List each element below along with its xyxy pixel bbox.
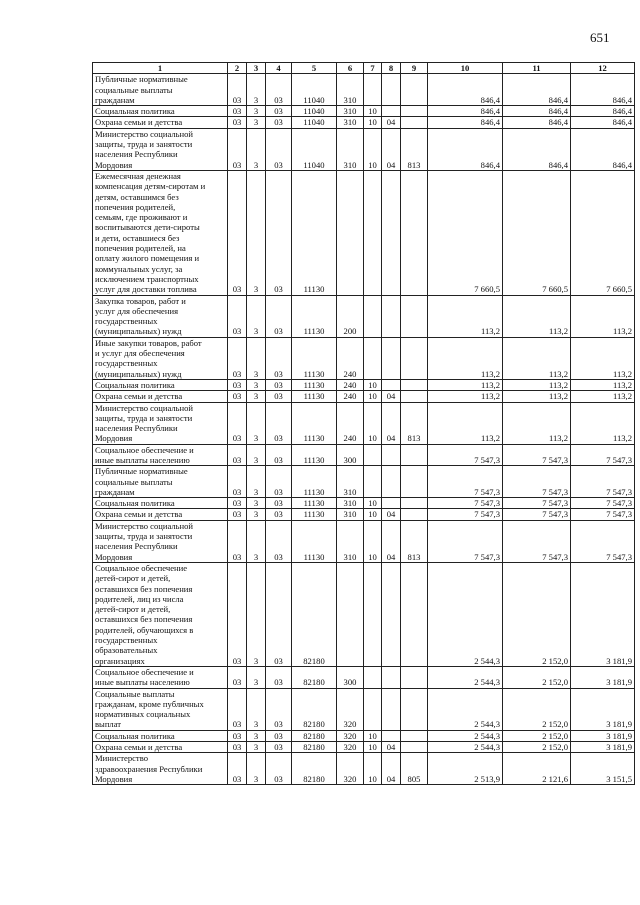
cell-col-12: 846,4 [571, 117, 635, 128]
table-row [93, 402, 635, 444]
cell-col-7 [364, 170, 382, 295]
cell-col-5: 11130 [292, 509, 337, 520]
cell-col-3: 3 [247, 520, 266, 562]
cell-col-9 [401, 295, 428, 337]
cell-col-10: 2 544,3 [428, 742, 503, 753]
budget-table [92, 62, 635, 785]
cell-col-2: 03 [228, 520, 247, 562]
cell-col-2: 03 [228, 742, 247, 753]
header-row [93, 63, 635, 74]
cell-col-10: 7 547,3 [428, 520, 503, 562]
cell-col-5: 82180 [292, 688, 337, 730]
cell-col-8 [382, 730, 401, 741]
cell-col-4: 03 [266, 730, 292, 741]
cell-col-8 [382, 106, 401, 117]
cell-col-4: 03 [266, 295, 292, 337]
cell-col-11: 7 660,5 [503, 170, 571, 295]
cell-col-6: 300 [337, 444, 364, 466]
cell-col-6: 310 [337, 128, 364, 170]
cell-col-11: 113,2 [503, 337, 571, 379]
cell-col-11: 113,2 [503, 402, 571, 444]
cell-col-5: 11040 [292, 74, 337, 106]
cell-col-4: 03 [266, 74, 292, 106]
cell-col-12: 3 181,9 [571, 730, 635, 741]
cell-col-12: 113,2 [571, 337, 635, 379]
cell-col-8: 04 [382, 128, 401, 170]
cell-col-2: 03 [228, 730, 247, 741]
row-label: Министерство здравоохранения Республики Мордовия [93, 753, 228, 785]
row-label: Министерство социальной защиты, труда и занятости населения Республики Мордовия [93, 128, 228, 170]
cell-col-9: 813 [401, 402, 428, 444]
col-header: 11 [503, 63, 571, 74]
cell-col-7 [364, 444, 382, 466]
cell-col-4: 03 [266, 688, 292, 730]
row-label: Иные закупки товаров, работ и услуг для обеспечения государственных (муниципальных) нужд [93, 337, 228, 379]
cell-col-2: 03 [228, 498, 247, 509]
cell-col-10: 2 544,3 [428, 688, 503, 730]
col-header: 7 [364, 63, 382, 74]
cell-col-4: 03 [266, 466, 292, 498]
table-row [93, 391, 635, 402]
row-label: Социальное обеспечение и иные выплаты населению [93, 444, 228, 466]
cell-col-9: 805 [401, 753, 428, 785]
cell-col-11: 2 152,0 [503, 688, 571, 730]
cell-col-10: 113,2 [428, 402, 503, 444]
cell-col-10: 113,2 [428, 379, 503, 390]
col-header: 8 [382, 63, 401, 74]
cell-col-11: 113,2 [503, 379, 571, 390]
cell-col-3: 3 [247, 498, 266, 509]
cell-col-11: 846,4 [503, 128, 571, 170]
cell-col-8 [382, 170, 401, 295]
row-label: Ежемесячная денежная компенсация детям-сиротам и детям, оставшимся без попечения родителей, семьям, где проживают и воспитываются дети-сироты и дети, оставшиеся без попечения родителей, на оплату жилого помещения и коммунальных услуг, за исключением транспортных услуг для доставки топлива [93, 170, 228, 295]
cell-col-10: 846,4 [428, 74, 503, 106]
cell-col-6: 240 [337, 402, 364, 444]
table-row [93, 730, 635, 741]
cell-col-6: 240 [337, 391, 364, 402]
table-row [93, 562, 635, 666]
table-row [93, 742, 635, 753]
row-label: Социальное обеспечение и иные выплаты населению [93, 666, 228, 688]
cell-col-12: 113,2 [571, 402, 635, 444]
cell-col-6: 310 [337, 466, 364, 498]
cell-col-4: 03 [266, 170, 292, 295]
cell-col-2: 03 [228, 562, 247, 666]
col-header: 5 [292, 63, 337, 74]
cell-col-9: 813 [401, 128, 428, 170]
cell-col-9 [401, 742, 428, 753]
cell-col-10: 113,2 [428, 391, 503, 402]
cell-col-2: 03 [228, 391, 247, 402]
cell-col-3: 3 [247, 730, 266, 741]
cell-col-2: 03 [228, 402, 247, 444]
cell-col-11: 2 152,0 [503, 666, 571, 688]
cell-col-12: 7 660,5 [571, 170, 635, 295]
cell-col-7: 10 [364, 379, 382, 390]
cell-col-12: 846,4 [571, 74, 635, 106]
row-label: Публичные нормативные социальные выплаты гражданам [93, 74, 228, 106]
cell-col-2: 03 [228, 170, 247, 295]
cell-col-4: 03 [266, 117, 292, 128]
cell-col-3: 3 [247, 117, 266, 128]
table-row [93, 379, 635, 390]
cell-col-12: 113,2 [571, 295, 635, 337]
cell-col-10: 846,4 [428, 117, 503, 128]
cell-col-6 [337, 170, 364, 295]
cell-col-3: 3 [247, 562, 266, 666]
cell-col-7: 10 [364, 520, 382, 562]
cell-col-5: 11040 [292, 128, 337, 170]
cell-col-3: 3 [247, 402, 266, 444]
cell-col-9 [401, 730, 428, 741]
cell-col-3: 3 [247, 106, 266, 117]
cell-col-2: 03 [228, 295, 247, 337]
cell-col-3: 3 [247, 128, 266, 170]
cell-col-11: 846,4 [503, 74, 571, 106]
cell-col-8 [382, 562, 401, 666]
cell-col-10: 7 547,3 [428, 498, 503, 509]
cell-col-5: 11130 [292, 295, 337, 337]
cell-col-10: 846,4 [428, 106, 503, 117]
cell-col-8 [382, 666, 401, 688]
cell-col-7: 10 [364, 753, 382, 785]
cell-col-12: 3 181,9 [571, 666, 635, 688]
cell-col-2: 03 [228, 337, 247, 379]
cell-col-6: 310 [337, 509, 364, 520]
cell-col-5: 11130 [292, 391, 337, 402]
cell-col-7: 10 [364, 730, 382, 741]
cell-col-5: 11130 [292, 402, 337, 444]
cell-col-9 [401, 379, 428, 390]
cell-col-6: 240 [337, 379, 364, 390]
table-body [93, 74, 635, 785]
cell-col-10: 7 547,3 [428, 444, 503, 466]
table-row [93, 753, 635, 785]
cell-col-9: 813 [401, 520, 428, 562]
cell-col-5: 11130 [292, 337, 337, 379]
cell-col-5: 11130 [292, 520, 337, 562]
cell-col-4: 03 [266, 402, 292, 444]
row-label: Охрана семьи и детства [93, 117, 228, 128]
cell-col-5: 82180 [292, 562, 337, 666]
cell-col-4: 03 [266, 742, 292, 753]
cell-col-6: 310 [337, 498, 364, 509]
cell-col-6: 320 [337, 688, 364, 730]
cell-col-3: 3 [247, 444, 266, 466]
cell-col-4: 03 [266, 444, 292, 466]
cell-col-8: 04 [382, 753, 401, 785]
cell-col-9 [401, 498, 428, 509]
cell-col-6: 310 [337, 117, 364, 128]
cell-col-7 [364, 562, 382, 666]
cell-col-8: 04 [382, 509, 401, 520]
cell-col-4: 03 [266, 337, 292, 379]
row-label: Социальная политика [93, 498, 228, 509]
cell-col-8 [382, 688, 401, 730]
cell-col-2: 03 [228, 74, 247, 106]
cell-col-10: 846,4 [428, 128, 503, 170]
row-label: Охрана семьи и детства [93, 509, 228, 520]
table-row [93, 128, 635, 170]
cell-col-5: 11040 [292, 106, 337, 117]
cell-col-9 [401, 391, 428, 402]
cell-col-11: 2 152,0 [503, 742, 571, 753]
cell-col-9 [401, 337, 428, 379]
table-row [93, 498, 635, 509]
cell-col-9 [401, 562, 428, 666]
cell-col-8 [382, 444, 401, 466]
row-label: Публичные нормативные социальные выплаты гражданам [93, 466, 228, 498]
cell-col-2: 03 [228, 666, 247, 688]
cell-col-7: 10 [364, 498, 382, 509]
cell-col-5: 82180 [292, 753, 337, 785]
cell-col-5: 82180 [292, 730, 337, 741]
cell-col-5: 82180 [292, 666, 337, 688]
cell-col-11: 113,2 [503, 391, 571, 402]
cell-col-10: 2 544,3 [428, 666, 503, 688]
cell-col-6: 320 [337, 742, 364, 753]
table-row [93, 295, 635, 337]
col-header: 9 [401, 63, 428, 74]
cell-col-5: 11130 [292, 170, 337, 295]
cell-col-8 [382, 498, 401, 509]
row-label: Охрана семьи и детства [93, 391, 228, 402]
cell-col-8 [382, 74, 401, 106]
cell-col-6 [337, 562, 364, 666]
cell-col-4: 03 [266, 509, 292, 520]
cell-col-11: 2 152,0 [503, 562, 571, 666]
cell-col-12: 3 151,5 [571, 753, 635, 785]
cell-col-11: 7 547,3 [503, 444, 571, 466]
table-row [93, 444, 635, 466]
cell-col-4: 03 [266, 106, 292, 117]
cell-col-9 [401, 666, 428, 688]
col-header: 2 [228, 63, 247, 74]
table-row [93, 666, 635, 688]
table-row [93, 170, 635, 295]
table-row [93, 688, 635, 730]
cell-col-5: 11040 [292, 117, 337, 128]
cell-col-4: 03 [266, 666, 292, 688]
cell-col-11: 846,4 [503, 117, 571, 128]
cell-col-11: 846,4 [503, 106, 571, 117]
table-row [93, 520, 635, 562]
row-label: Охрана семьи и детства [93, 742, 228, 753]
cell-col-8: 04 [382, 117, 401, 128]
cell-col-9 [401, 117, 428, 128]
cell-col-9 [401, 466, 428, 498]
cell-col-9 [401, 509, 428, 520]
cell-col-12: 3 181,9 [571, 688, 635, 730]
page-number: 651 [590, 30, 610, 45]
cell-col-5: 11130 [292, 444, 337, 466]
cell-col-5: 11130 [292, 379, 337, 390]
cell-col-3: 3 [247, 688, 266, 730]
cell-col-10: 7 660,5 [428, 170, 503, 295]
cell-col-7: 10 [364, 509, 382, 520]
cell-col-3: 3 [247, 379, 266, 390]
cell-col-11: 7 547,3 [503, 466, 571, 498]
cell-col-7: 10 [364, 128, 382, 170]
cell-col-8: 04 [382, 391, 401, 402]
cell-col-5: 11130 [292, 498, 337, 509]
cell-col-7: 10 [364, 391, 382, 402]
cell-col-5: 82180 [292, 742, 337, 753]
cell-col-8 [382, 466, 401, 498]
cell-col-4: 03 [266, 562, 292, 666]
cell-col-11: 113,2 [503, 295, 571, 337]
cell-col-10: 7 547,3 [428, 466, 503, 498]
col-header: 4 [266, 63, 292, 74]
cell-col-8 [382, 295, 401, 337]
cell-col-6: 310 [337, 520, 364, 562]
cell-col-12: 113,2 [571, 379, 635, 390]
cell-col-7 [364, 337, 382, 379]
cell-col-3: 3 [247, 337, 266, 379]
cell-col-9 [401, 444, 428, 466]
row-label: Социальные выплаты гражданам, кроме публичных нормативных социальных выплат [93, 688, 228, 730]
cell-col-2: 03 [228, 688, 247, 730]
cell-col-4: 03 [266, 498, 292, 509]
cell-col-6: 310 [337, 74, 364, 106]
cell-col-11: 7 547,3 [503, 509, 571, 520]
cell-col-12: 7 547,3 [571, 509, 635, 520]
cell-col-6: 320 [337, 730, 364, 741]
cell-col-12: 846,4 [571, 128, 635, 170]
row-label: Социальная политика [93, 379, 228, 390]
cell-col-10: 2 544,3 [428, 730, 503, 741]
cell-col-12: 113,2 [571, 391, 635, 402]
col-header: 12 [571, 63, 635, 74]
cell-col-3: 3 [247, 295, 266, 337]
cell-col-2: 03 [228, 128, 247, 170]
table-row [93, 106, 635, 117]
cell-col-12: 3 181,9 [571, 742, 635, 753]
cell-col-12: 3 181,9 [571, 562, 635, 666]
cell-col-10: 2 544,3 [428, 562, 503, 666]
cell-col-6: 320 [337, 753, 364, 785]
cell-col-12: 7 547,3 [571, 498, 635, 509]
cell-col-7 [364, 666, 382, 688]
cell-col-10: 113,2 [428, 295, 503, 337]
col-header: 6 [337, 63, 364, 74]
cell-col-11: 7 547,3 [503, 498, 571, 509]
cell-col-10: 113,2 [428, 337, 503, 379]
cell-col-12: 7 547,3 [571, 444, 635, 466]
cell-col-5: 11130 [292, 466, 337, 498]
cell-col-11: 2 152,0 [503, 730, 571, 741]
cell-col-7 [364, 295, 382, 337]
cell-col-12: 846,4 [571, 106, 635, 117]
row-label: Социальная политика [93, 730, 228, 741]
cell-col-8 [382, 337, 401, 379]
cell-col-3: 3 [247, 742, 266, 753]
cell-col-3: 3 [247, 391, 266, 402]
cell-col-4: 03 [266, 379, 292, 390]
cell-col-6: 200 [337, 295, 364, 337]
cell-col-2: 03 [228, 444, 247, 466]
cell-col-2: 03 [228, 379, 247, 390]
cell-col-10: 7 547,3 [428, 509, 503, 520]
cell-col-2: 03 [228, 466, 247, 498]
cell-col-3: 3 [247, 466, 266, 498]
cell-col-8 [382, 379, 401, 390]
cell-col-12: 7 547,3 [571, 466, 635, 498]
cell-col-3: 3 [247, 666, 266, 688]
cell-col-4: 03 [266, 391, 292, 402]
cell-col-7 [364, 466, 382, 498]
cell-col-6: 310 [337, 106, 364, 117]
cell-col-7: 10 [364, 117, 382, 128]
cell-col-9 [401, 106, 428, 117]
cell-col-7: 10 [364, 742, 382, 753]
cell-col-3: 3 [247, 509, 266, 520]
cell-col-8: 04 [382, 520, 401, 562]
row-label: Закупка товаров, работ и услуг для обеспечения государственных (муниципальных) нужд [93, 295, 228, 337]
col-header: 1 [93, 63, 228, 74]
row-label: Социальное обеспечение детей-сирот и детей, оставшихся без попечения родителей, лиц из числа детей-сирот и детей, оставшихся без попечения родителей, обучающихся в государственных образовательных организациях [93, 562, 228, 666]
cell-col-12: 7 547,3 [571, 520, 635, 562]
cell-col-7 [364, 688, 382, 730]
cell-col-3: 3 [247, 170, 266, 295]
cell-col-3: 3 [247, 753, 266, 785]
cell-col-7: 10 [364, 402, 382, 444]
cell-col-2: 03 [228, 753, 247, 785]
table-row [93, 337, 635, 379]
cell-col-8: 04 [382, 742, 401, 753]
cell-col-7: 10 [364, 106, 382, 117]
cell-col-4: 03 [266, 128, 292, 170]
cell-col-3: 3 [247, 74, 266, 106]
cell-col-6: 300 [337, 666, 364, 688]
row-label: Министерство социальной защиты, труда и занятости населения Республики Мордовия [93, 520, 228, 562]
cell-col-4: 03 [266, 520, 292, 562]
cell-col-2: 03 [228, 117, 247, 128]
row-label: Министерство социальной защиты, труда и занятости населения Республики Мордовия [93, 402, 228, 444]
cell-col-4: 03 [266, 753, 292, 785]
col-header: 3 [247, 63, 266, 74]
cell-col-2: 03 [228, 106, 247, 117]
row-label: Социальная политика [93, 106, 228, 117]
cell-col-11: 2 121,6 [503, 753, 571, 785]
col-header: 10 [428, 63, 503, 74]
cell-col-11: 7 547,3 [503, 520, 571, 562]
cell-col-9 [401, 688, 428, 730]
table-row [93, 509, 635, 520]
cell-col-8: 04 [382, 402, 401, 444]
cell-col-9 [401, 170, 428, 295]
cell-col-2: 03 [228, 509, 247, 520]
cell-col-7 [364, 74, 382, 106]
cell-col-10: 2 513,9 [428, 753, 503, 785]
cell-col-6: 240 [337, 337, 364, 379]
table-row [93, 74, 635, 106]
table-row [93, 466, 635, 498]
table-row [93, 117, 635, 128]
cell-col-9 [401, 74, 428, 106]
